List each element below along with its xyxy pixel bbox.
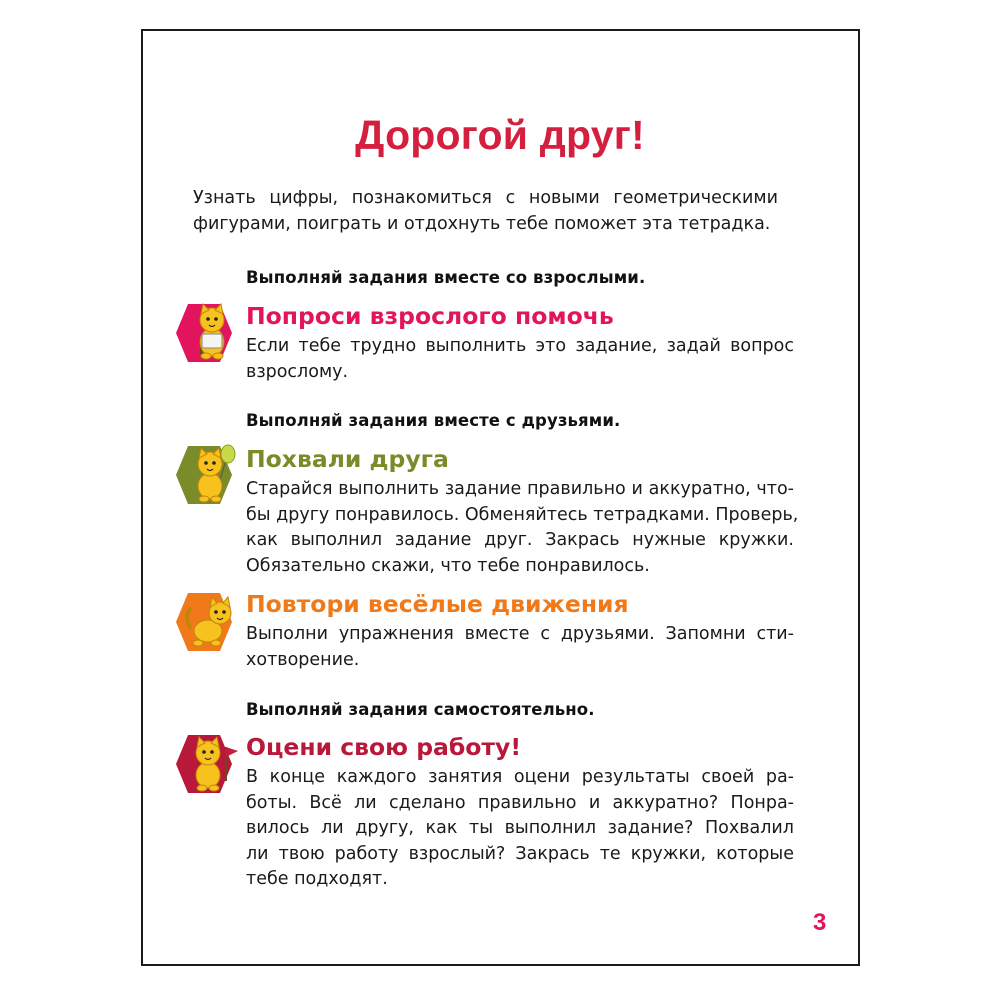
section-heading-rate-work: Оцени свою работу! [246,733,522,761]
body-line: как выполнил задание друг. Закрась нужные кружки. [246,530,794,550]
section-body-ask-adult [246,334,794,385]
lead-alone: Выполняй задания самостоятельно. [246,700,595,719]
intro-line: Узнать цифры, познакомиться с новыми геометрическими [193,188,778,208]
cat-pink-hexagon-icon [170,298,240,368]
body-line: Обязательно скажи, что тебе понравилось. [246,555,650,576]
cat-orange-hexagon-icon [170,587,240,657]
intro-line: фигурами, поиграть и отдохнуть тебе поможет эта тетрадка. [193,214,771,234]
section-heading-fun-moves: Повтори весёлые движения [246,590,629,618]
cat-crimson-hexagon-icon [170,729,240,799]
body-line: боты. Всё ли сделано правильно и аккуратно? Понра- [246,792,794,813]
body-line: Если тебе трудно выполнить это задание, задай вопрос [246,336,794,356]
body-line: тебе подходят. [246,869,388,889]
body-line: взрослому. [246,361,349,382]
section-body-praise-friend [246,477,799,579]
section-body-fun-moves [246,622,794,673]
body-line: Выполни упражнения вместе с друзьями. Запомни сти- [246,624,794,644]
page-title: Дорогой друг! [355,112,645,158]
page-number: 3 [813,909,827,936]
section-heading-praise-friend: Похвали друга [246,445,449,473]
body-line: бы другу понравилось. Обменяйтесь тетрадками. Проверь, [246,504,799,525]
body-line: В конце каждого занятия оцени результаты своей ра- [246,767,794,787]
lead-with-adults: Выполняй задания вместе со взрослыми. [246,268,646,287]
section-heading-ask-adult: Попроси взрослого помочь [246,302,614,330]
body-line: хотворение. [246,649,360,670]
body-line: ли твою работу взрослый? Закрась те кружки, которые [246,843,794,864]
body-line: вилось ли другу, как ты выполнил задание? Похвалил [246,818,794,838]
section-body-rate-work [246,765,794,893]
body-line: Старайся выполнить задание правильно и аккуратно, что- [246,479,794,499]
cat-olive-hexagon-icon [170,440,240,510]
intro-paragraph [193,185,778,237]
lead-with-friends: Выполняй задания вместе с друзьями. [246,411,621,430]
